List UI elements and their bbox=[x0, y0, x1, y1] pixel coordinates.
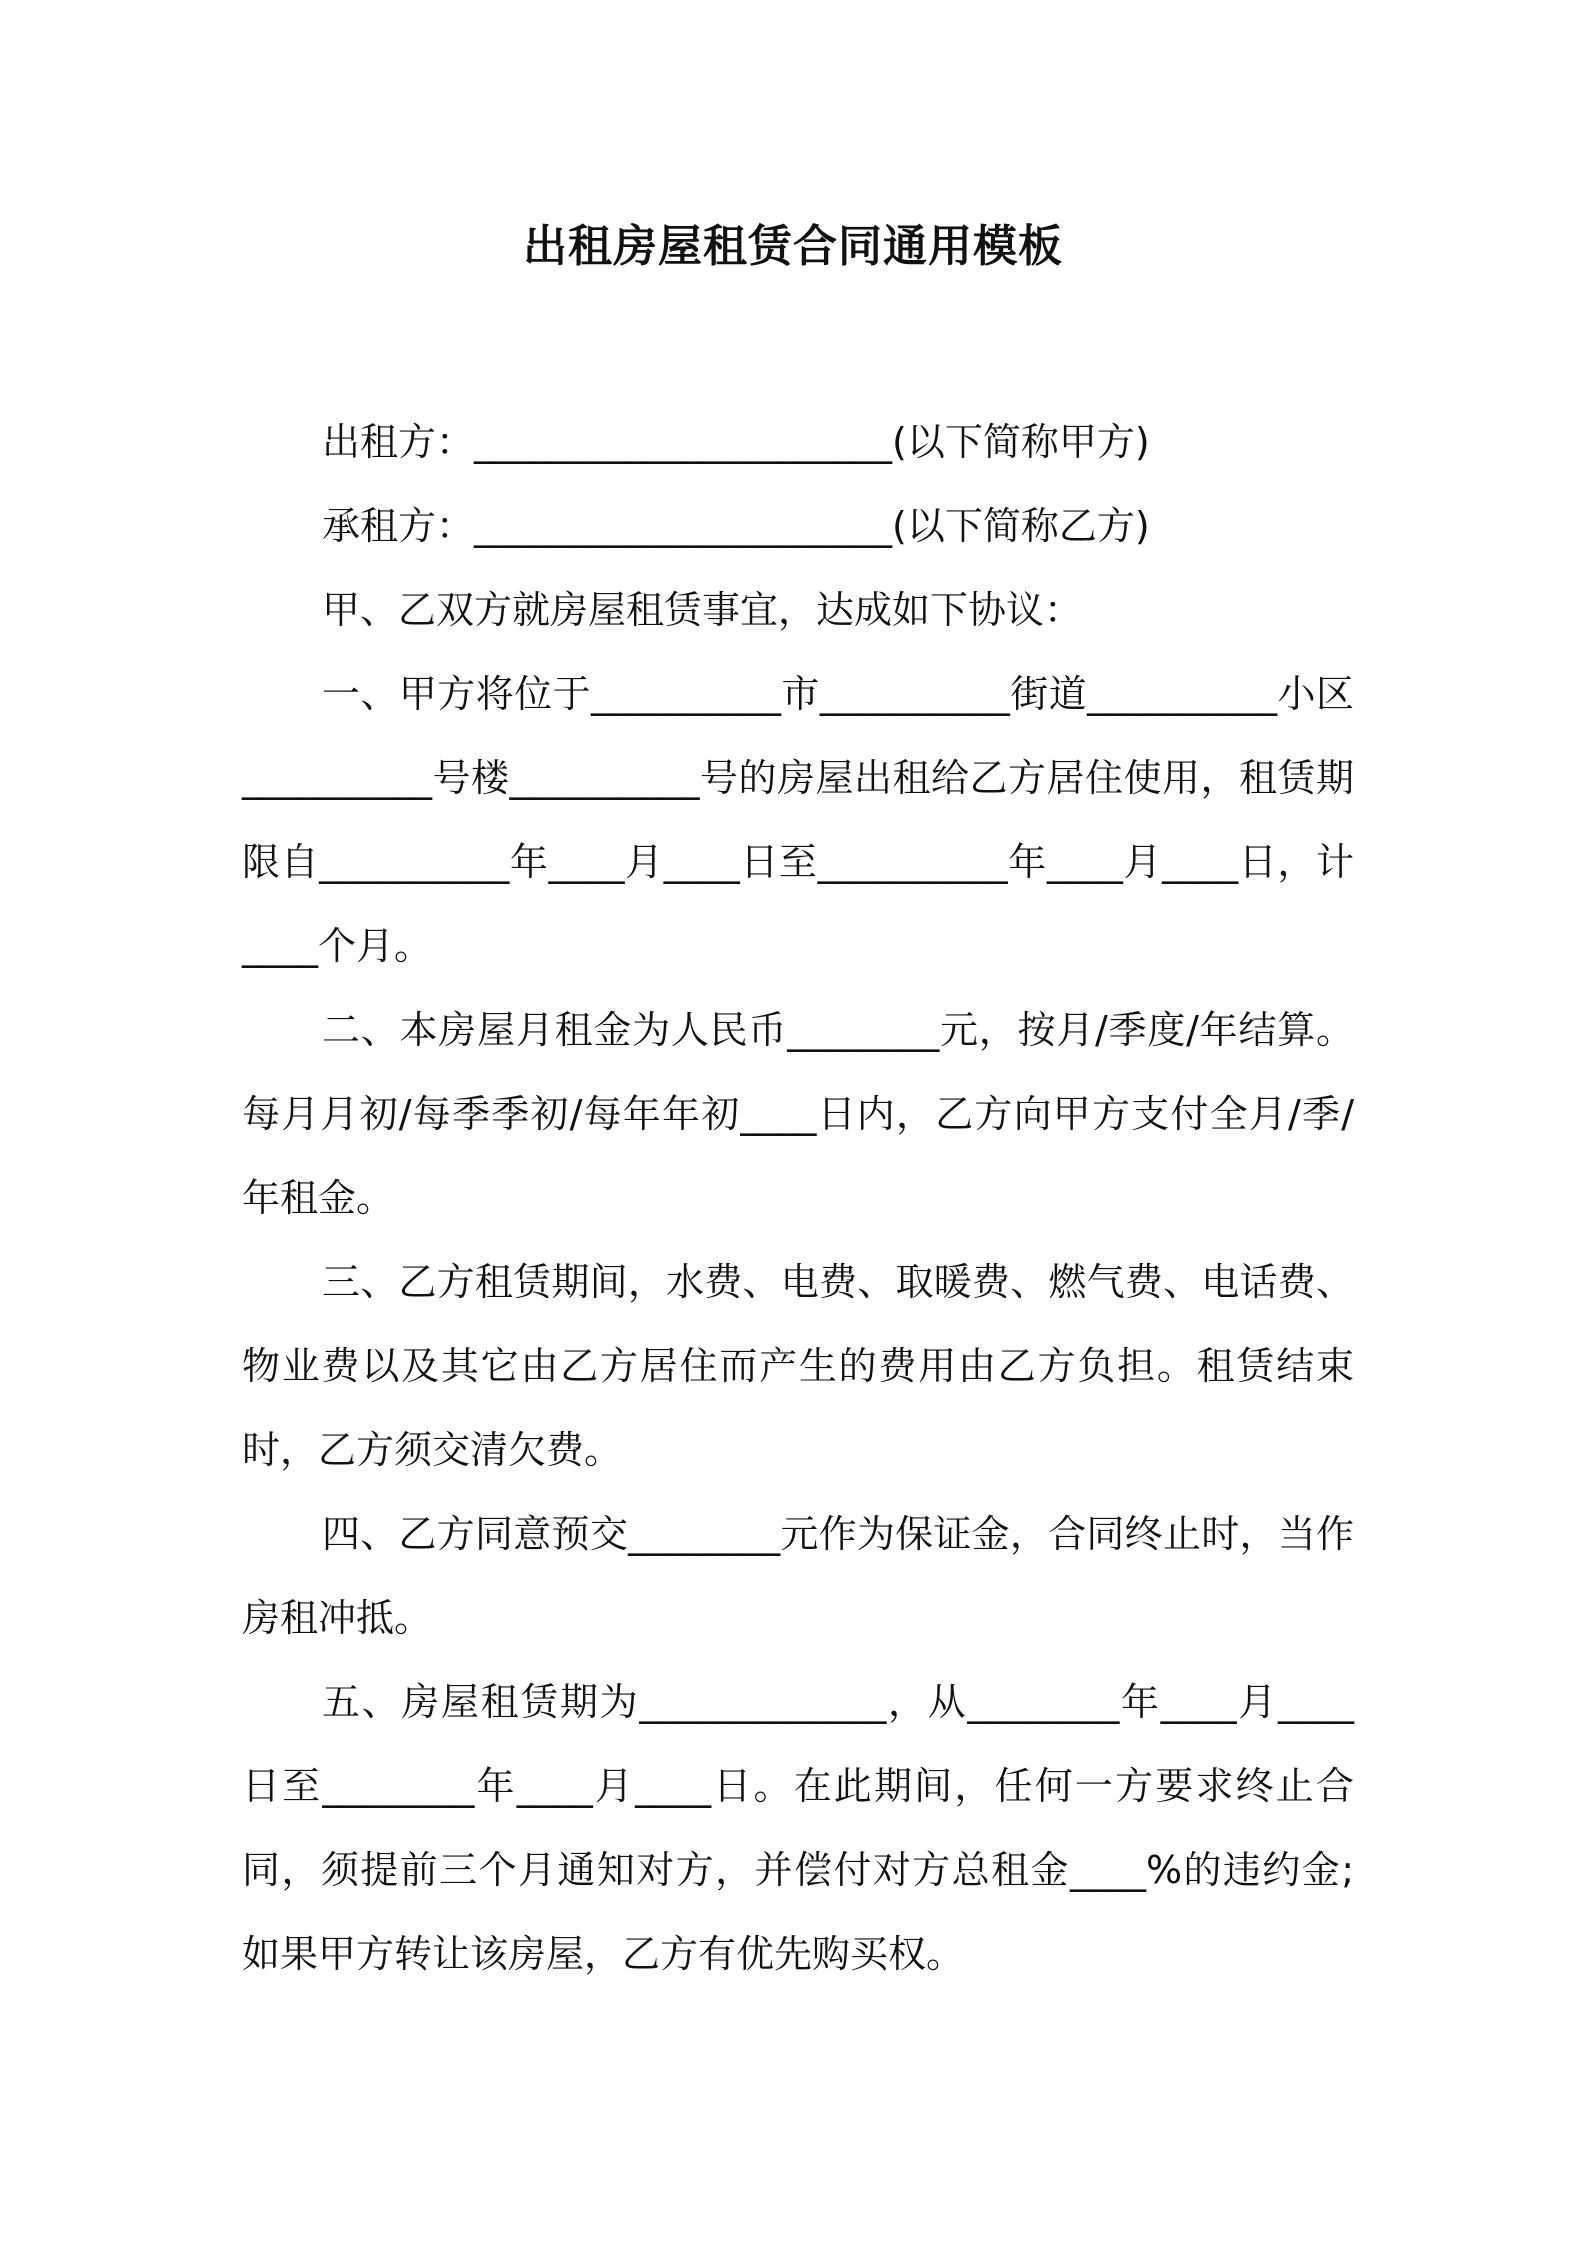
document-body bbox=[242, 400, 1354, 1996]
lessor-line: 出租方：______________________(以下简称甲方) bbox=[322, 420, 1150, 464]
document-title: 出租房屋租赁合同通用模板 bbox=[523, 221, 1063, 272]
clause-3: 三、乙方租赁期间，水费、电费、取暖费、燃气费、电话费、物业费以及其它由乙方居住而产生的费用由乙方负担。租赁结束时，乙方须交清欠费。 bbox=[242, 1260, 1354, 1472]
agreement-intro: 甲、乙双方就房屋租赁事宜，达成如下协议： bbox=[322, 588, 1083, 632]
clause-5: 五、房屋租赁期为_____________，从________年____月____日至________年____月____日。在此期间，任何一方要求终止合同，须提前三个月通知对方，并偿付对方总租金____%的违约金;如果甲方转让该房屋，乙方有优先购买权。 bbox=[242, 1680, 1354, 1976]
clause-4: 四、乙方同意预交________元作为保证金，合同终止时，当作房租冲抵。 bbox=[242, 1512, 1354, 1640]
clause-2: 二、本房屋月租金为人民币________元，按月/季度/年结算。每月月初/每季季初/每年年初____日内，乙方向甲方支付全月/季/年租金。 bbox=[242, 1008, 1354, 1220]
clause-1: 一、甲方将位于__________市__________街道__________小区__________号楼__________号的房屋出租给乙方居住使用，租赁期限自__________年____月____日至__________年____月____日，计____个月。 bbox=[242, 672, 1354, 968]
lessee-line: 承租方：______________________(以下简称乙方) bbox=[322, 504, 1150, 548]
